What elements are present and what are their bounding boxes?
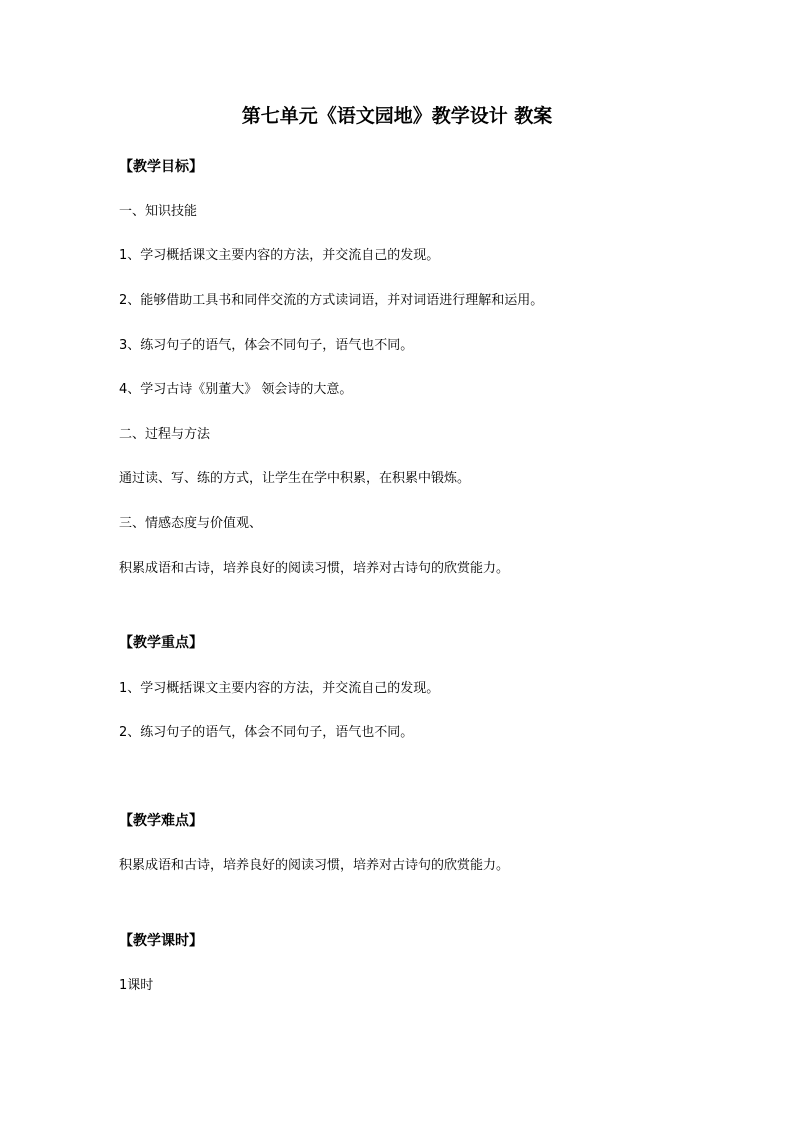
document-title: 第七单元《语文园地》教学设计 教案 (241, 105, 553, 127)
key-point-item-2: 2、练习句子的语气，体会不同句子，语气也不同。 (119, 725, 414, 740)
knowledge-item-1: 1、学习概括课文主要内容的方法，并交流自己的发现。 (119, 248, 440, 263)
class-hours-text: 1课时 (119, 978, 154, 993)
process-text: 通过读、写、练的方式，让学生在学中积累，在积累中锻炼。 (119, 471, 471, 486)
key-point-item-1: 1、学习概括课文主要内容的方法，并交流自己的发现。 (119, 681, 440, 696)
knowledge-item-3: 3、练习句子的语气，体会不同句子，语气也不同。 (119, 338, 414, 353)
key-points-heading: 【教学重点】 (119, 635, 203, 651)
objectives-heading: 【教学目标】 (119, 159, 203, 175)
difficulties-text: 积累成语和古诗，培养良好的阅读习惯，培养对古诗句的欣赏能力。 (119, 858, 510, 873)
knowledge-item-4: 4、学习古诗《别董大》 领会诗的大意。 (119, 382, 353, 397)
attitude-heading: 三、情感态度与价值观、 (119, 516, 263, 531)
knowledge-heading: 一、知识技能 (119, 204, 198, 219)
attitude-text: 积累成语和古诗，培养良好的阅读习惯，培养对古诗句的欣赏能力。 (119, 561, 510, 576)
difficulties-heading: 【教学难点】 (119, 813, 203, 829)
class-hours-heading: 【教学课时】 (119, 933, 203, 949)
process-heading: 二、过程与方法 (119, 427, 211, 442)
knowledge-item-2: 2、能够借助工具书和同伴交流的方式读词语，并对词语进行理解和运用。 (119, 293, 544, 308)
